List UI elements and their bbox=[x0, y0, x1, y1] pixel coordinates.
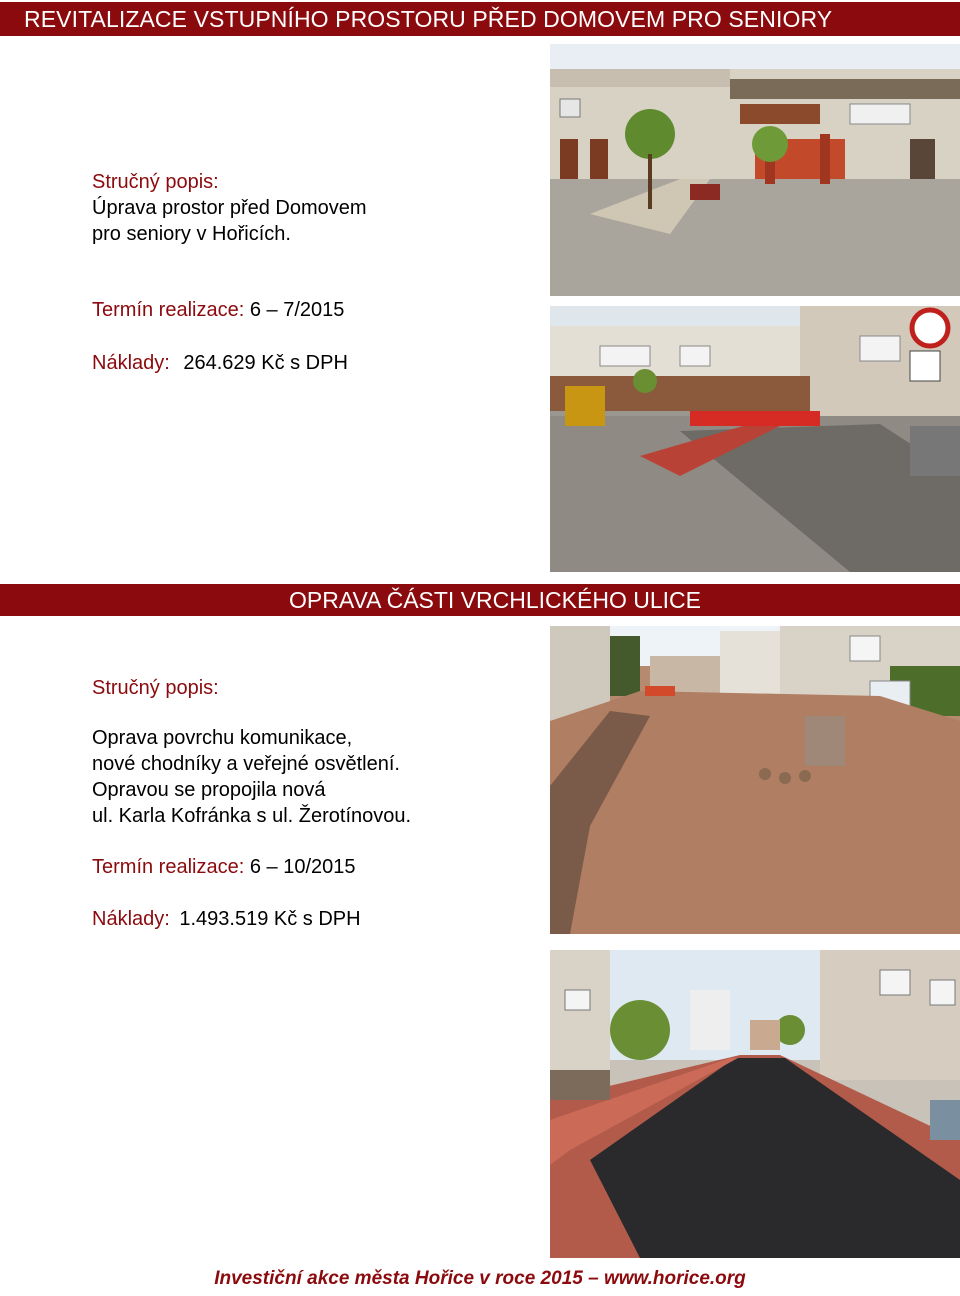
section2-cost-row bbox=[92, 906, 361, 932]
section1-term-row bbox=[92, 297, 344, 323]
photo-street-construction bbox=[550, 626, 960, 934]
photo-courtyard-construction bbox=[550, 306, 960, 572]
section2-term-label: Termín realizace: bbox=[92, 856, 245, 878]
photo-courtyard-after bbox=[550, 44, 960, 296]
footer bbox=[0, 1268, 960, 1290]
section1-desc-line1: Úprava prostor před Domovem bbox=[92, 197, 367, 219]
photo-street-finished bbox=[550, 950, 960, 1258]
section1-title: REVITALIZACE VSTUPNÍHO PROSTORU PŘED DOMOVEM PRO SENIORY bbox=[24, 5, 833, 32]
section1-term-label: Termín realizace: bbox=[92, 299, 245, 321]
section2-desc-line2: nové chodníky a veřejné osvětlení. bbox=[92, 753, 400, 775]
footer-text: Investiční akce města Hořice v roce 2015 – www.horice.org bbox=[214, 1268, 746, 1289]
section2-cost-label: Náklady: bbox=[92, 908, 170, 930]
section2-desc-label: Stručný popis: bbox=[92, 677, 219, 699]
section2-desc-line4: ul. Karla Kofránka s ul. Žerotínovou. bbox=[92, 805, 412, 827]
section2-term-value: 6 – 10/2015 bbox=[249, 856, 356, 878]
section1-term-value: 6 – 7/2015 bbox=[249, 299, 345, 321]
section1-cost-value: 264.629 Kč s DPH bbox=[183, 352, 348, 374]
section2-term-row bbox=[92, 854, 356, 880]
section1-title-banner bbox=[0, 2, 960, 36]
section2-title-banner bbox=[0, 584, 960, 616]
section2-desc-line1: Oprava povrchu komunikace, bbox=[92, 727, 353, 749]
section2-title: OPRAVA ČÁSTI VRCHLICKÉHO ULICE bbox=[289, 586, 701, 613]
section1-desc-line2: pro seniory v Hořicích. bbox=[92, 223, 291, 245]
section1-desc-label: Stručný popis: bbox=[92, 171, 219, 193]
section2-cost-value: 1.493.519 Kč s DPH bbox=[179, 908, 361, 930]
section1-cost-row bbox=[92, 350, 348, 376]
section2-desc-line3: Opravou se propojila nová bbox=[92, 779, 326, 801]
section1-cost-label: Náklady: bbox=[92, 352, 170, 374]
